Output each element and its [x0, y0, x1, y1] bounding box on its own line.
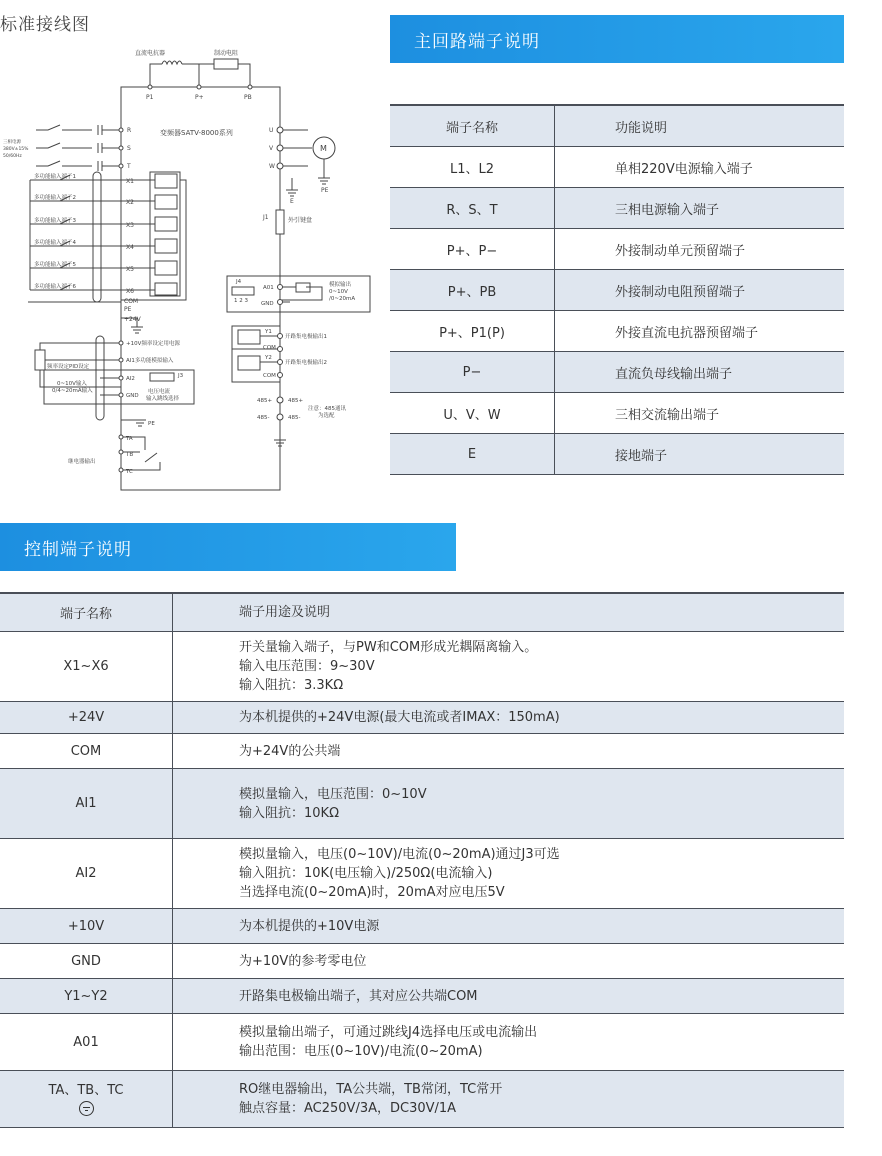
- n485-label: 485-: [257, 415, 270, 421]
- freq-pid-label: 频率设定PID设定: [47, 364, 90, 370]
- table-row: [0, 734, 844, 769]
- terminal-name-cell: [0, 1014, 173, 1071]
- terminal-name-cell: [0, 944, 173, 979]
- com-label: COM: [124, 298, 139, 305]
- terminal-name-cell: P+、PB: [390, 270, 555, 311]
- y1-label: Y1: [265, 329, 272, 335]
- table-row: [0, 909, 844, 944]
- n485-label-out: 485-: [288, 415, 301, 421]
- brake-resistor-symbol: [214, 59, 238, 69]
- control-terminal-table: [0, 592, 844, 1128]
- wiring-diagram-title: 标准接线图: [0, 15, 90, 35]
- function-cell: 三相电源输入端子: [555, 188, 845, 229]
- v24-label: +24V: [124, 316, 141, 323]
- pb-label: PB: [244, 94, 252, 101]
- x-input-label-5: 多功能输入端子5: [34, 262, 76, 268]
- table-row: [390, 393, 844, 434]
- terminal-name: +10V: [67, 918, 105, 934]
- ai1-in-label: AI1多功能模拟输入: [126, 358, 174, 364]
- pe-label-right: PE: [321, 187, 329, 194]
- ai2-in-line-1: 0~10V输入: [57, 381, 87, 387]
- com-label-y2: COM: [263, 373, 276, 379]
- usage-line: 输入阻抗：10K(电压输入)/250Ω(电流输入): [239, 866, 493, 881]
- v-label: V: [269, 145, 274, 152]
- table-row: [0, 979, 844, 1014]
- note485-line-2: 为选配: [318, 413, 335, 419]
- ext-keyboard-label: 外引键盘: [288, 217, 313, 224]
- terminal-name-cell: [0, 839, 173, 909]
- terminal-name-cell: E: [390, 434, 555, 475]
- usage-cell: [173, 734, 845, 769]
- oc1-label: 开路集电极输出1: [285, 334, 327, 340]
- p10-label: +10V频率设定用电源: [126, 341, 180, 347]
- terminal-name-cell: [0, 632, 173, 702]
- usage-line: 输入阻抗：3.3KΩ: [239, 678, 344, 693]
- usage-line: 模拟量输出端子，可通过跳线J4选择电压或电流输出: [239, 1025, 538, 1040]
- usage-line: 为本机提供的+24V电源(最大电流或者IMAX：150mA): [239, 710, 560, 725]
- usage-line: 当选择电流(0~20mA)时，20mA对应电压5V: [239, 885, 505, 900]
- relay-label: 继电器输出: [68, 459, 96, 465]
- wiring-diagram: [0, 40, 385, 500]
- function-cell: 外接直流电抗器预留端子: [555, 311, 845, 352]
- x6-label: X6: [126, 288, 134, 295]
- table-row: [390, 311, 844, 352]
- x5-label: X5: [126, 266, 134, 273]
- usage-cell: [173, 1071, 845, 1128]
- table-row: [390, 188, 844, 229]
- function-cell: 接地端子: [555, 434, 845, 475]
- p485-label-out: 485+: [288, 398, 304, 404]
- table-row: [390, 352, 844, 393]
- usage-line: 为本机提供的+10V电源: [239, 918, 380, 934]
- usage-line: 模拟量输入，电压范围：0~10V: [239, 786, 427, 802]
- x3-label: X3: [126, 222, 134, 229]
- terminal-name: COM: [70, 743, 102, 759]
- p1-label: P1: [146, 94, 154, 101]
- pe-label-left: PE: [124, 306, 132, 313]
- y2-label: Y2: [265, 355, 272, 361]
- x-input-label-4: 多功能输入端子4: [34, 240, 76, 246]
- header-function: 功能说明: [555, 105, 845, 147]
- terminal-name-cell: L1、L2: [390, 147, 555, 188]
- table-row: [390, 147, 844, 188]
- ground-icon: [79, 1101, 94, 1116]
- usage-cell: [173, 909, 845, 944]
- terminal-name-cell: P+、P−: [390, 229, 555, 270]
- usage-cell: [173, 839, 845, 909]
- table-row: [0, 1071, 844, 1128]
- table-header-row: [0, 593, 844, 632]
- dc-reactor-symbol: [162, 61, 182, 64]
- usage-line: 输入阻抗：10KΩ: [239, 805, 340, 821]
- header-terminal-name: 端子名称: [0, 593, 173, 632]
- table-row: [0, 769, 844, 839]
- u-label: U: [269, 127, 274, 134]
- w-label: W: [269, 163, 275, 170]
- usage-cell: [173, 979, 845, 1014]
- usage-line: 模拟量输入，电压(0~10V)/电流(0~20mA)通过J3可选: [239, 847, 560, 862]
- function-cell: 直流负母线输出端子: [555, 352, 845, 393]
- j3-label: J3: [178, 373, 184, 379]
- table-row: [390, 434, 844, 475]
- j4-pins: 1 2 3: [234, 298, 248, 304]
- ao1-label: A01: [263, 285, 274, 291]
- table-row: [0, 1014, 844, 1071]
- ai2-label: AI2: [126, 376, 135, 382]
- x-input-label-2: 多功能输入端子2: [34, 195, 76, 201]
- brake-resistor-label: 制动电阻: [213, 50, 239, 57]
- terminal-name-cell: [0, 979, 173, 1014]
- terminal-name: AI1: [75, 796, 97, 811]
- terminal-name: TA、TB、TC: [48, 1082, 124, 1098]
- supply-line-2: 380V±15%: [3, 147, 29, 152]
- x4-label: X4: [126, 244, 134, 251]
- x2-label: X2: [126, 199, 134, 206]
- tb-label: TB: [126, 452, 134, 458]
- function-cell: 三相交流输出端子: [555, 393, 845, 434]
- function-cell: 单相220V电源输入端子: [555, 147, 845, 188]
- x-input-label-6: 多功能输入端子6: [34, 284, 76, 290]
- control-terminal-header: 控制端子说明: [0, 523, 456, 571]
- table-row: [0, 632, 844, 702]
- pplus-label: P+: [195, 94, 204, 101]
- dc-reactor-label: 直流电抗器: [134, 50, 166, 57]
- terminal-name-cell: P+、P1(P): [390, 311, 555, 352]
- main-circuit-header: 主回路端子说明: [390, 15, 844, 63]
- table-row: [390, 270, 844, 311]
- ao-out-line-3: /0~20mA: [329, 296, 356, 302]
- supply-line-1: 三相电源: [3, 140, 21, 145]
- x-inputs: [28, 172, 186, 333]
- usage-line: 开关量输入端子，与PW和COM形成光耦隔离输入。: [239, 640, 538, 655]
- usage-cell: [173, 702, 845, 734]
- table-row: [390, 229, 844, 270]
- main-circuit-table: [390, 104, 844, 475]
- rst-inputs: [36, 125, 131, 171]
- e-label: E: [290, 198, 294, 205]
- table-header-row: [390, 105, 844, 147]
- terminal-name-cell: [0, 734, 173, 769]
- usage-line: 输入电压范围：9~30V: [239, 659, 375, 674]
- usage-cell: [173, 944, 845, 979]
- terminal-name: Y1~Y2: [64, 988, 108, 1004]
- ao-out-line-2: 0~10V: [329, 289, 348, 295]
- ao-out-line-1: 模拟输出: [329, 282, 352, 288]
- supply-line-3: 50/60Hz: [3, 154, 22, 159]
- terminal-name: A01: [73, 1034, 99, 1050]
- gnd-label-ao: GND: [261, 301, 274, 307]
- motor-output: [269, 127, 335, 205]
- j1-label: J1: [263, 214, 269, 221]
- inverter-box: [121, 87, 280, 490]
- usage-line: 触点容量：AC250V/3A，DC30V/1A: [239, 1101, 457, 1116]
- usage-line: 开路集电极输出端子，其对应公共端COM: [239, 988, 478, 1004]
- note485-line-1: 注意：485通讯: [308, 406, 346, 412]
- usage-line: 为+24V的公共端: [239, 743, 341, 759]
- usage-cell: [173, 632, 845, 702]
- j3-line-1: 电压电流: [148, 389, 171, 395]
- x-input-label-1: 多功能输入端子1: [34, 174, 76, 180]
- pe-label-ai: PE: [148, 421, 155, 427]
- usage-line: 输出范围：电压(0~10V)/电流(0~20mA): [239, 1044, 483, 1059]
- terminal-name: AI2: [75, 866, 97, 881]
- ta-label: TA: [126, 436, 133, 442]
- tc-label: TC: [126, 469, 133, 475]
- usage-cell: [173, 769, 845, 839]
- motor-label: M: [320, 144, 327, 153]
- j3-line-2: 输入跳线选择: [146, 396, 180, 402]
- table-row: [0, 944, 844, 979]
- x-input-label-3: 多功能输入端子3: [34, 218, 76, 224]
- usage-line: RO继电器输出，TA公共端，TB常闭，TC常开: [239, 1082, 503, 1097]
- j4-label: J4: [236, 279, 242, 285]
- terminal-name-cell: [0, 769, 173, 839]
- ai2-in-line-2: 0/4~20mA输入: [52, 388, 93, 394]
- terminal-name-cell: [0, 1071, 173, 1128]
- terminal-name: +24V: [67, 710, 105, 725]
- usage-cell: [173, 1014, 845, 1071]
- oc2-label: 开路集电极输出2: [285, 360, 327, 366]
- terminal-name: GND: [71, 953, 101, 969]
- header-usage: 端子用途及说明: [173, 593, 845, 632]
- terminal-name-cell: [0, 909, 173, 944]
- table-row: [0, 839, 844, 909]
- table-row: [0, 702, 844, 734]
- s-label: S: [127, 145, 131, 152]
- r-label: R: [127, 127, 132, 134]
- header-terminal-name: 端子名称: [390, 105, 555, 147]
- t-label: T: [127, 163, 131, 170]
- terminal-name: X1~X6: [63, 659, 109, 674]
- function-cell: 外接制动单元预留端子: [555, 229, 845, 270]
- p485-label: 485+: [257, 398, 273, 404]
- gnd-label-ai: GND: [126, 393, 139, 399]
- terminal-name-cell: U、V、W: [390, 393, 555, 434]
- usage-line: 为+10V的参考零电位: [239, 953, 367, 969]
- terminal-name-cell: P−: [390, 352, 555, 393]
- function-cell: 外接制动电阻预留端子: [555, 270, 845, 311]
- terminal-name-cell: R、S、T: [390, 188, 555, 229]
- x1-label: X1: [126, 178, 134, 185]
- inverter-model-label: 变频器SATV-8000系列: [160, 129, 233, 137]
- com-label-y: COM: [263, 345, 276, 351]
- terminal-name-cell: [0, 702, 173, 734]
